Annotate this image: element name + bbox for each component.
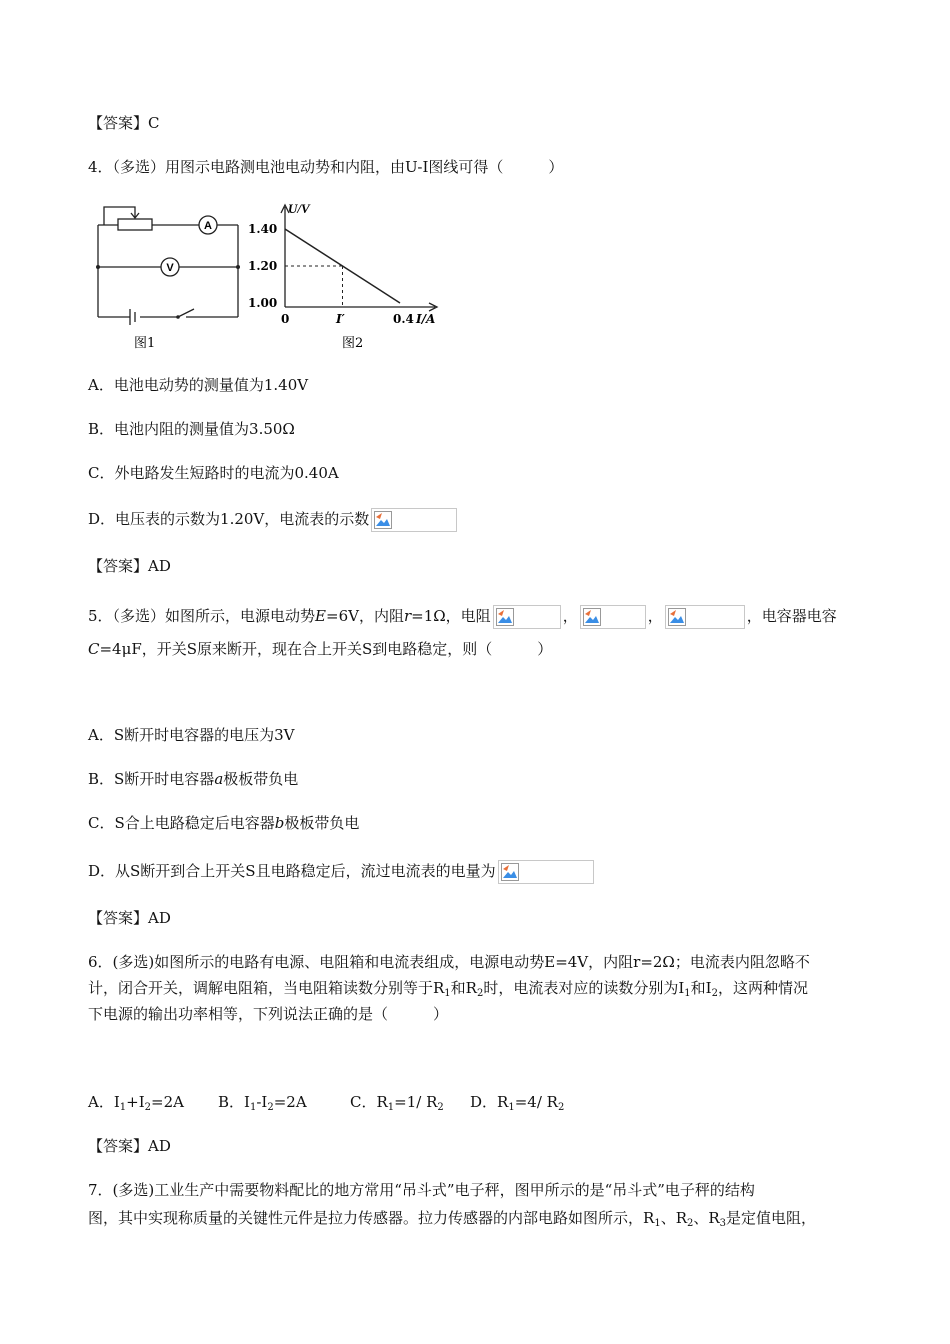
x-tick-0.4: 0.4 xyxy=(393,312,414,326)
q6-option-d: D．$R_1=4/$ $R_2$ xyxy=(470,1093,565,1113)
q5-text: =6V，内阻 xyxy=(326,607,404,625)
y-tick-1.20: 1.20 xyxy=(248,259,278,273)
q5-option-c xyxy=(88,813,359,833)
answer-6: 【答案】AD xyxy=(88,1137,171,1155)
q6-text: 时，电流表对应的读数分别为I xyxy=(483,979,685,997)
y-tick-1.00: 1.00 xyxy=(248,296,278,310)
question-7-line-2 xyxy=(88,1208,816,1228)
q5-text: 5．（多选）如图所示，电源电动势 xyxy=(88,607,316,625)
q4-option-c: C．外电路发生短路时的电流为0.40A xyxy=(88,464,339,482)
y-tick-1.40: 1.40 xyxy=(248,222,278,236)
q5-text: 极板带负电 xyxy=(284,814,360,832)
question-6-line-3: 下电源的输出功率相等，下列说法正确的是（ ） xyxy=(88,1005,449,1023)
q5-plate-b: b xyxy=(274,814,285,832)
q7-text: 图，其中实现称质量的关键性元件是拉力传感器。拉力传感器的内部电路如图所示，R xyxy=(88,1209,655,1227)
q5-text: 极板带负电 xyxy=(223,770,299,788)
q5-emf-symbol: E xyxy=(315,607,326,625)
q5-text: C．S合上电路稳定后电容器 xyxy=(88,814,275,832)
x-tick-0: 0 xyxy=(281,312,290,326)
q5-text: B．S断开时电容器 xyxy=(88,770,215,788)
question-7-line-1: 7．(多选)工业生产中需要物料配比的地方常用“吊斗式”电子秤，图甲所示的是“吊斗式”电子秤的结构 xyxy=(88,1181,755,1199)
q5-comma: ， xyxy=(647,607,663,625)
figure-2-label: 图2 xyxy=(342,336,364,351)
q6-sub: 2 xyxy=(711,988,718,999)
question-4-figure xyxy=(90,195,450,355)
q7-sub: 1 xyxy=(654,1218,661,1229)
q5-text: ，电容器电容 xyxy=(746,607,837,625)
u-i-plot xyxy=(285,229,400,307)
q6-text: 和R xyxy=(450,979,477,997)
q5-option-d xyxy=(88,860,596,884)
question-5-line-1 xyxy=(88,605,837,629)
answer-3: 【答案】C xyxy=(88,114,160,132)
q4-option-d-text: D．电压表的示数为1.20V，电流表的示数 xyxy=(88,510,370,528)
q6-option-b: B．$I_1-I_2=2A$ xyxy=(218,1093,307,1113)
q7-text: 是定值电阻， xyxy=(726,1209,817,1227)
answer-4: 【答案】AD xyxy=(88,557,171,575)
answer-5: 【答案】AD xyxy=(88,909,171,927)
q4-option-d xyxy=(88,508,459,532)
q5-c-symbol: C xyxy=(88,640,100,658)
q4-option-b: B．电池内阻的测量值为3.50Ω xyxy=(88,420,295,438)
q7-sub: 2 xyxy=(686,1218,694,1229)
q6-text: ，这两种情况 xyxy=(717,979,808,997)
question-6-line-1: 6．(多选)如图所示的电路有电源、电阻箱和电流表组成，电源电动势E=4V，内阻r=2Ω；电流表内阻忽略不 xyxy=(88,953,810,971)
q4-option-a: A．电池电动势的测量值为1.40V xyxy=(88,376,309,394)
broken-image-icon xyxy=(371,508,457,532)
broken-image-icon xyxy=(580,605,646,629)
q5-plate-a: a xyxy=(214,770,224,788)
broken-image-icon xyxy=(493,605,561,629)
q7-sub: 3 xyxy=(719,1218,727,1229)
figure-1-label: 图1 xyxy=(134,336,156,351)
q6-text: 计，闭合开关，调解电阻箱，当电阻箱读数分别等于R xyxy=(88,979,445,997)
q5-comma: ， xyxy=(562,607,578,625)
broken-image-icon xyxy=(665,605,745,629)
question-4-stem: 4．（多选）用图示电路测电池电动势和内阻，由U-I图线可得（ ） xyxy=(88,158,564,176)
q5-option-b xyxy=(88,769,298,789)
q6-sub: 1 xyxy=(444,988,451,999)
q7-text: 、R xyxy=(660,1209,687,1227)
q6-sub: 1 xyxy=(684,988,691,999)
broken-image-icon xyxy=(498,860,594,884)
q6-option-a: A．$I_1+I_2=2A$ xyxy=(88,1093,184,1113)
question-5-line-2 xyxy=(88,639,552,659)
x-axis-label: I/A xyxy=(416,312,436,326)
q5-option-a: A．S断开时电容器的电压为3V xyxy=(88,726,295,744)
q5-text: D．从S断开到合上开关S且电路稳定后，流过电流表的电量为 xyxy=(88,862,496,880)
q5-text: =4μF，开关S原来断开，现在合上开关S到电路稳定，则（ ） xyxy=(99,640,553,658)
q5-r-symbol: r xyxy=(403,607,412,625)
q6-options xyxy=(88,1092,564,1112)
x-tick-i-prime: I′ xyxy=(336,312,345,326)
y-axis-label: U/V xyxy=(288,201,310,216)
voltmeter-label: V xyxy=(166,262,174,274)
ammeter-label: A xyxy=(204,220,212,232)
q6-sub: 2 xyxy=(476,988,484,999)
q6-text: 和I xyxy=(690,979,712,997)
q5-text: =1Ω，电阻 xyxy=(411,607,491,625)
q6-option-c: C．$R_1=1/$ $R_2$ xyxy=(350,1093,444,1113)
q7-text: 、R xyxy=(693,1209,720,1227)
question-6-line-2 xyxy=(88,978,808,998)
